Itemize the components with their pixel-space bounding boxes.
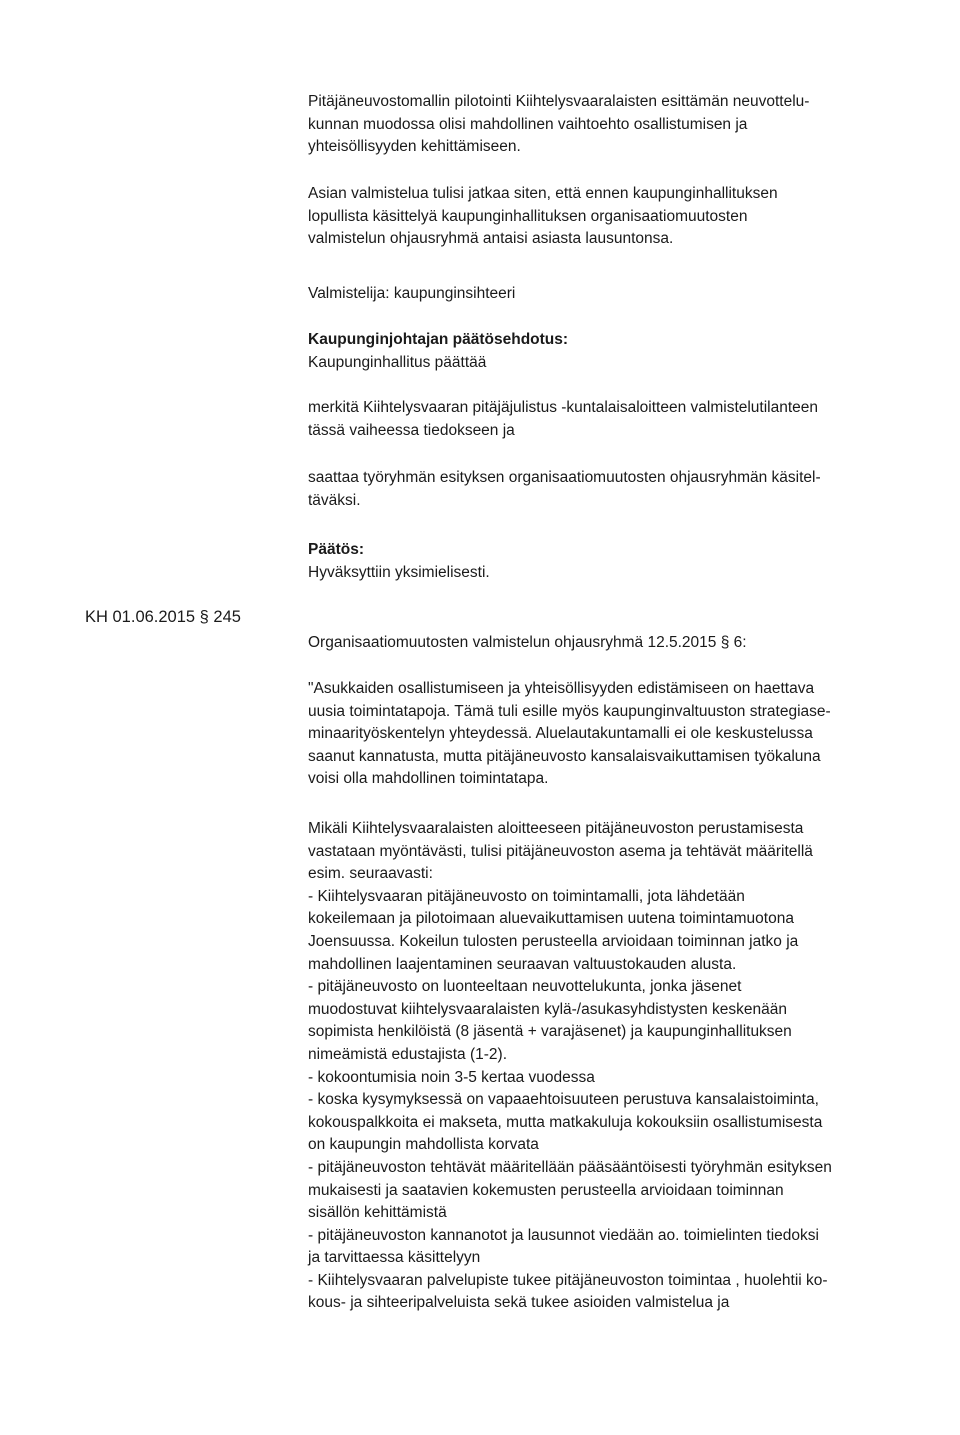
text-line: merkitä Kiihtelysvaaran pitäjäjulistus -kuntalaisaloitteen valmistelutilanteen (308, 399, 819, 416)
conditions-paragraph (308, 818, 920, 1315)
text-line: yhteisöllisyyden kehittämiseen. (308, 138, 521, 156)
preparation-paragraph (308, 183, 920, 251)
decision-text: Hyväksyttiin yksimielisesti. (308, 563, 490, 581)
text-line: minaarityöskentelyn yhteydessä. Aluelautakuntamalli ei ole keskustelussa (308, 725, 813, 743)
text-line: vastataan myöntävästi, tulisi pitäjäneuvoston asema ja tehtävät määritellä (308, 842, 813, 860)
text-line: kokeilemaan ja pilotoimaan aluevaikuttamisen uutena toimintamuotona (308, 910, 794, 928)
preparer-line (308, 283, 920, 306)
text-line: - pitäjäneuvoston kannanotot ja lausunnot viedään ao. toimielinten tiedoksi (308, 1226, 819, 1244)
text-line: "Asukkaiden osallistumiseen ja yhteisöllisyyden edistämiseen on haettava (308, 680, 815, 697)
decision-heading: Päätös: (308, 541, 364, 558)
text-line: lopullista käsittelyä kaupunginhallituksen organisaatiomuutosten (308, 207, 748, 225)
text-line: - pitäjäneuvoston tehtävät määritellään pääsääntöisesti työryhmän esityksen (308, 1158, 832, 1176)
text-line: nimeämistä edustajista (1-2). (308, 1045, 507, 1063)
text-line: kunnan muodossa olisi mahdollinen vaihtoehto osallistumisen ja (308, 115, 748, 133)
text-line: ja tarvittaessa käsittelyyn (308, 1249, 481, 1267)
text-line: uusia toimintatapoja. Tämä tuli esille myös kaupunginvaltuuston strategiase- (308, 702, 831, 720)
text-line: saattaa työryhmän esityksen organisaatiomuutosten ohjausryhmän käsitel- (308, 469, 821, 486)
text-line: esim. seuraavasti: (308, 865, 433, 883)
text-line: - pitäjäneuvosto on luonteeltaan neuvottelukunta, jonka jäsenet (308, 978, 742, 996)
text-line: kous- ja sihteeripalveluista sekä tukee asioiden valmistelua ja (308, 1294, 730, 1312)
text-line: valmistelun ohjausryhmä antaisi asiasta lausuntonsa. (308, 230, 674, 248)
text-line: Joensuussa. Kokeilun tulosten perusteella arvioidaan toiminnan jatko ja (308, 932, 799, 950)
text-line: saanut kannatusta, mutta pitäjäneuvosto kansalaisvaikuttamisen työkaluna (308, 747, 821, 765)
text-line: - koska kysymyksessä on vapaaehtoisuuteen perustuva kansalaistoiminta, (308, 1091, 819, 1109)
proposal-item-1 (308, 397, 920, 442)
text-line: sisällön kehittämistä (308, 1204, 447, 1222)
text-line: Mikäli Kiihtelysvaaralaisten aloitteeseen pitäjäneuvoston perustamisesta (308, 820, 804, 837)
preparer-text: Valmistelija: kaupunginsihteeri (308, 285, 516, 302)
text-line: mahdollinen laajentaminen seuraavan valtuustokauden alusta. (308, 955, 737, 973)
text-line: Pitäjäneuvostomallin pilotointi Kiihtelysvaaralaisten esittämän neuvottelu- (308, 93, 810, 110)
quote-paragraph (308, 678, 920, 791)
text-line: täväksi. (308, 491, 361, 509)
text-line: Asian valmistelua tulisi jatkaa siten, että ennen kaupunginhallituksen (308, 185, 778, 202)
steering-group-line (308, 632, 920, 655)
decision-section (308, 539, 920, 584)
proposal-heading: Kaupunginjohtajan päätösehdotus: (308, 331, 569, 348)
text-line: on kaupungin mahdollista korvata (308, 1136, 539, 1154)
text-line: - Kiihtelysvaaran pitäjäneuvosto on toimintamalli, jota lähdetään (308, 887, 745, 905)
proposal-lead: Kaupunginhallitus päättää (308, 353, 487, 371)
proposal-item-2 (308, 467, 920, 512)
text-line: - Kiihtelysvaaran palvelupiste tukee pitäjäneuvoston toimintaa , huolehtii ko- (308, 1271, 828, 1289)
proposal-section (308, 329, 920, 374)
text-line: muodostuvat kiihtelysvaaralaisten kylä-/asukasyhdistysten keskenään (308, 1000, 788, 1018)
meeting-reference: KH 01.06.2015 § 245 (85, 608, 241, 626)
steering-group-text: Organisaatiomuutosten valmistelun ohjausryhmä 12.5.2015 § 6: (308, 634, 747, 651)
text-line: tässä vaiheessa tiedokseen ja (308, 421, 515, 439)
text-line: kokouspalkkoita ei makseta, mutta matkakuluja kokouksiin osallistumisesta (308, 1113, 823, 1131)
text-line: mukaisesti ja saatavien kokemusten perusteella arvioidaan toiminnan (308, 1181, 784, 1199)
text-line: - kokoontumisia noin 3-5 kertaa vuodessa (308, 1068, 595, 1086)
intro-paragraph (308, 91, 920, 159)
text-line: voisi olla mahdollinen toimintatapa. (308, 770, 549, 788)
text-line: sopimista henkilöistä (8 jäsentä + varajäsenet) ja kaupunginhallituksen (308, 1023, 792, 1041)
